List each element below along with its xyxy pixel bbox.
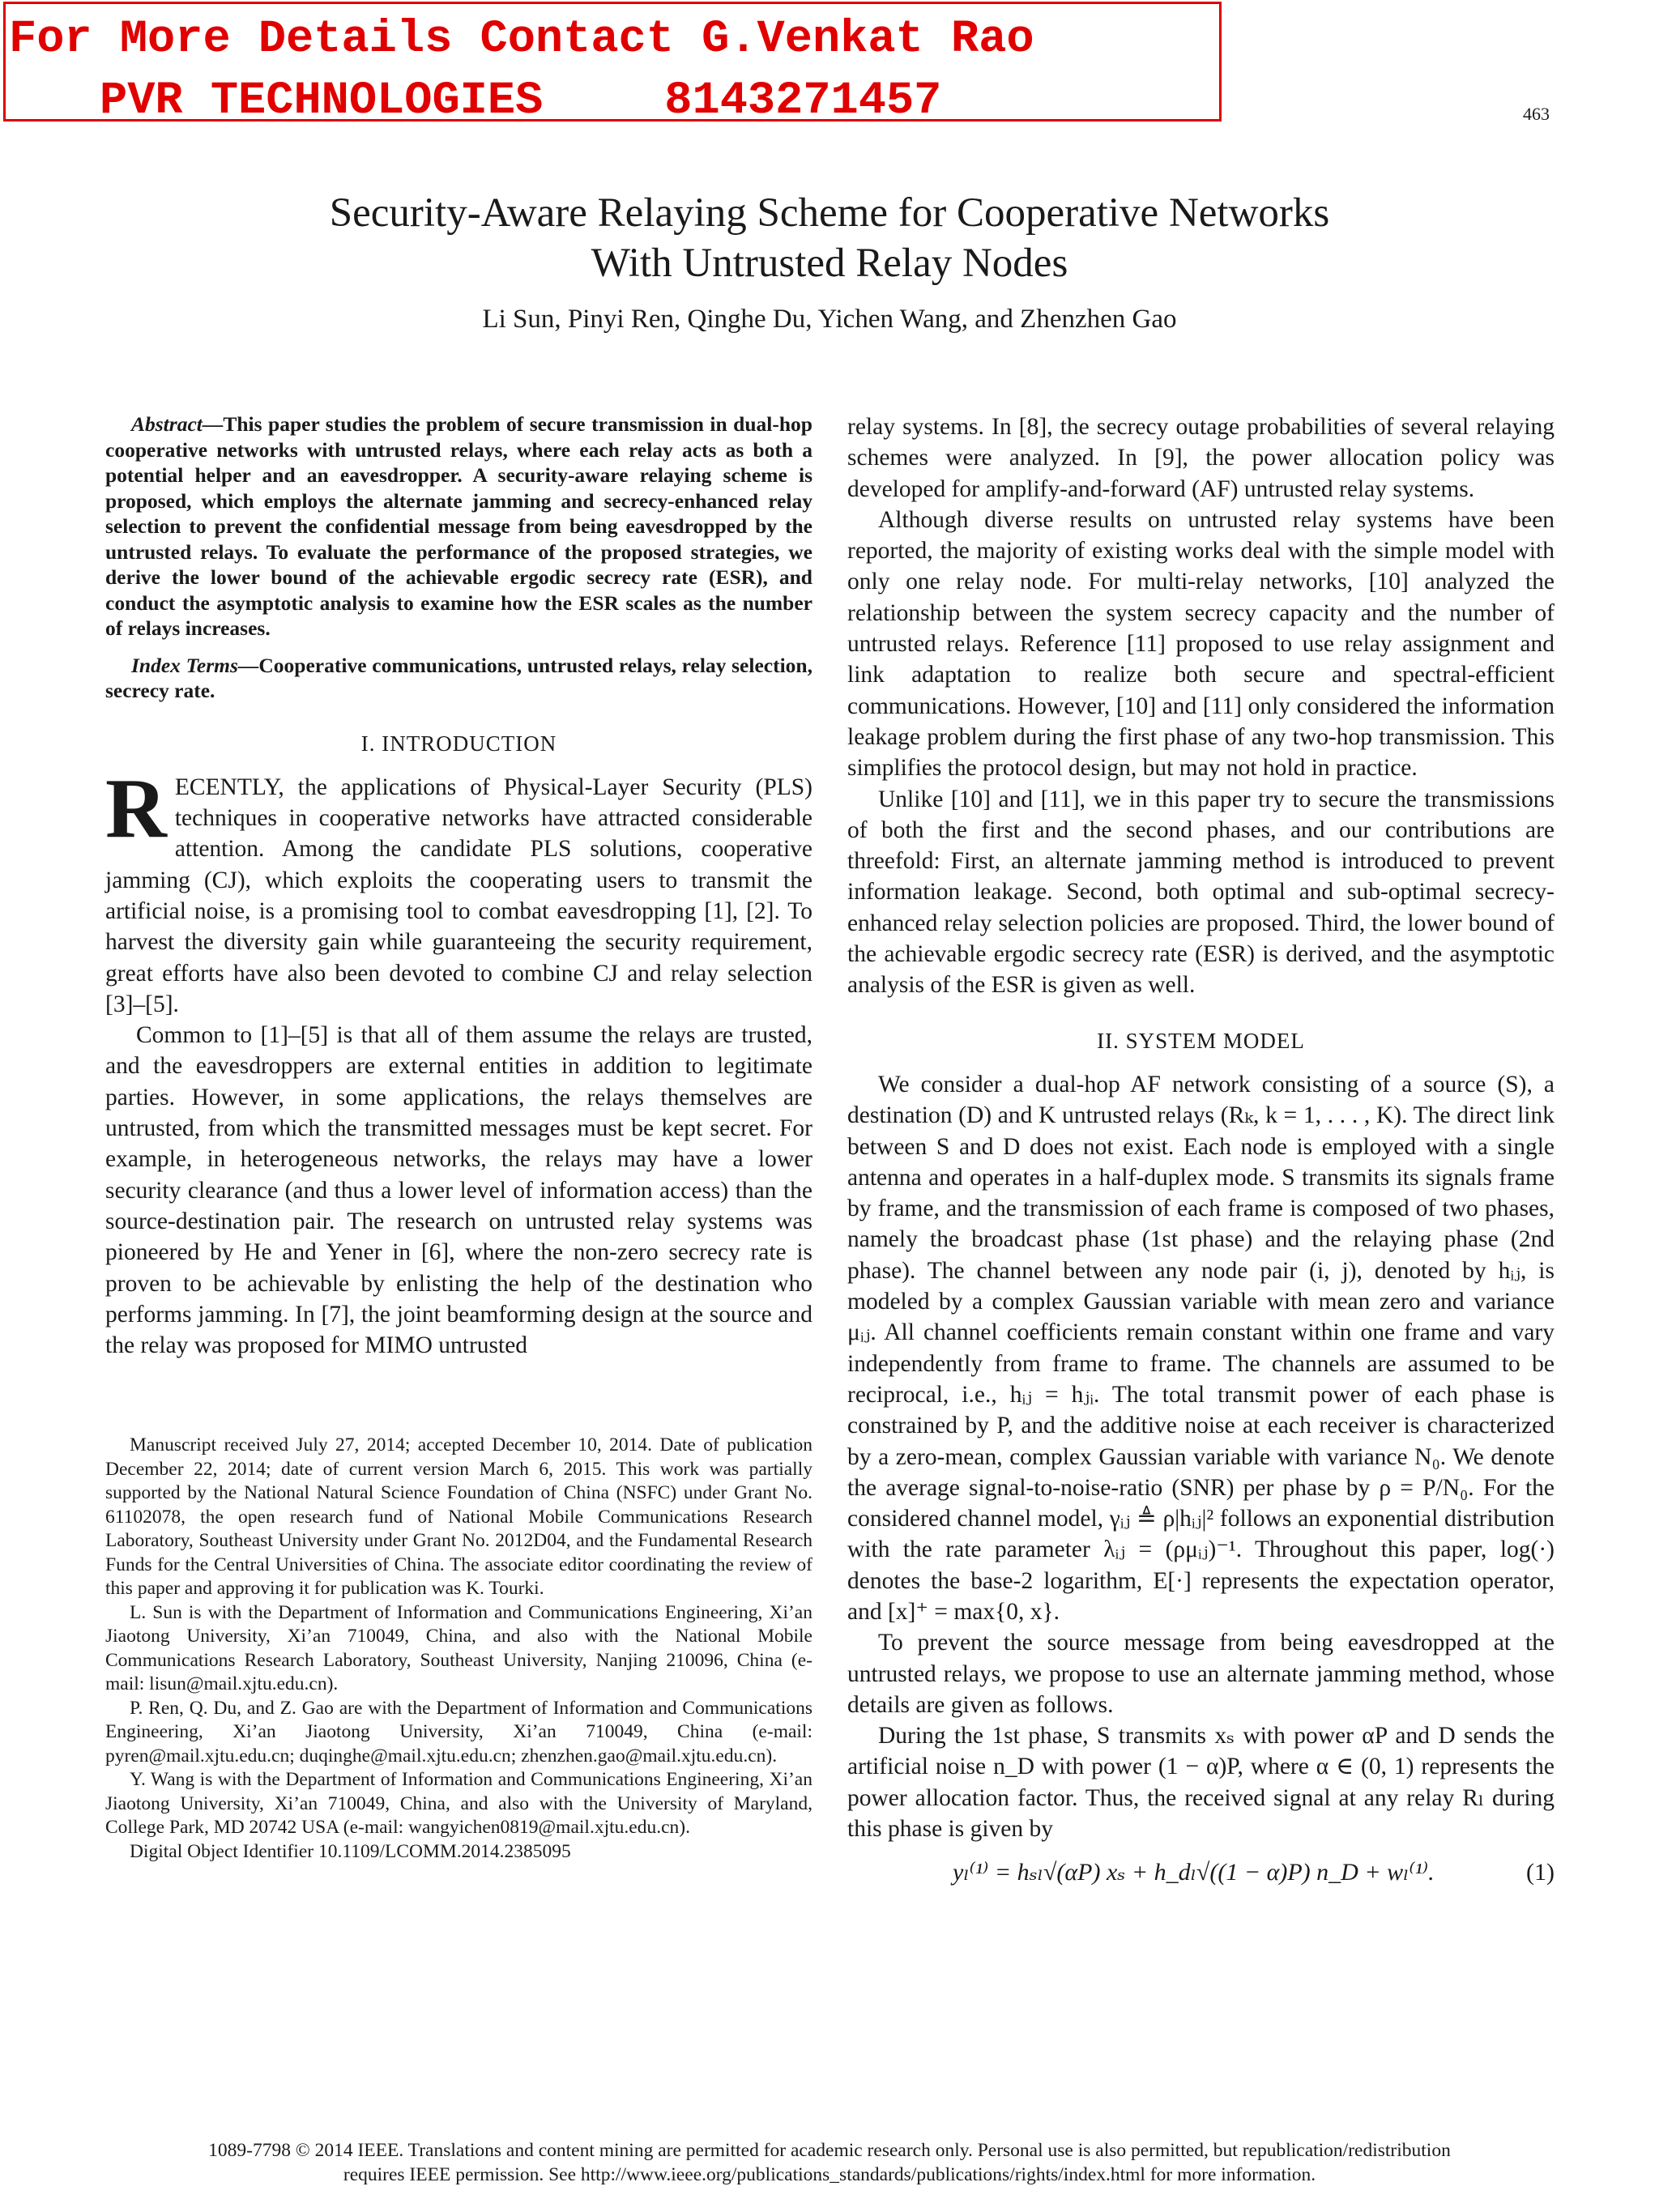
- paper-authors: Li Sun, Pinyi Ren, Qinghe Du, Yichen Wang, and Zhenzhen Gao: [482, 305, 1177, 334]
- drop-cap: R: [105, 760, 167, 855]
- footnote-authors-ren-du-gao: P. Ren, Q. Du, and Z. Gao are with the Department of Information and Communications Engineering, Xi’an Jiaotong University, Xi’an 710049, China (e-mail: pyren@mail.xjtu.edu.cn; duqinghe@mail.xjtu.edu.cn; zhenzhen.gao@mail.xjtu.edu.cn).: [105, 1697, 812, 1767]
- left-column: [105, 411, 812, 1864]
- intro-paragraph-4: Although diverse results on untrusted relay systems have been reported, the majority of existing works deal with the simple model with only one relay node. For multi-relay networks, [10] analyzed the relationship between the system secrecy capacity and the number of untrusted relays. Reference [11] proposed to use relay assignment and link adaptation to realize both secure and spectral-efficient communications. However, [10] and [11] only considered the information leakage problem during the first phase of any two-hop transmission. This simplifies the protocol design, but may not hold in practice.: [847, 506, 1555, 782]
- footnote-doi: Digital Object Identifier 10.1109/LCOMM.2014.2385095: [130, 1840, 571, 1862]
- banner-contact-line: For More Details Contact G.Venkat Rao: [9, 14, 1034, 66]
- section-heading-introduction: I. INTRODUCTION: [360, 731, 557, 756]
- footnote-gap: [105, 1361, 812, 1434]
- section-heading-system-model: II. SYSTEM MODEL: [1097, 1028, 1305, 1053]
- system-model-paragraph-1: We consider a dual-hop AF network consisting of a source (S), a destination (D) and K untrusted relays (Rₖ, k = 1, . . . , K). The direct link between S and D does not exist. Each node is employed with a single antenna and operates in a half-duplex mode. S transmits its signals frame by frame, and the transmission of each frame is composed of two phases, namely the broadcast phase (1st phase) and the relaying phase (2nd phase). The channel between any node pair (i, j), denoted by hᵢⱼ, is modeled by a complex Gaussian variable with mean zero and variance μᵢⱼ. All channel coefficients remain constant within one frame and vary independently from frame to frame. The channels are assumed to be reciprocal, i.e., hᵢⱼ = hⱼᵢ. The total transmit power of each phase is constrained by P, and the additive noise at each receiver is characterized by a zero-mean, complex Gaussian variable with variance N₀. We denote the average signal-to-noise-ratio (SNR) per phase by ρ = P/N₀. For the considered channel model, γᵢⱼ ≜ ρ|hᵢⱼ|² follows an exponential distribution with the rate parameter λᵢⱼ = (ρμᵢⱼ)⁻¹. Throughout this paper, log(·) denotes the base-2 logarithm, E[·] represents the expectation operator, and [x]⁺ = max{0, x}.: [847, 1071, 1555, 1625]
- equation-1-body: yₗ⁽¹⁾ = hₛₗ√(αP) xₛ + h_dₗ√((1 − α)P) n_D + wₗ⁽¹⁾.: [953, 1859, 1435, 1886]
- footnote-author-sun: L. Sun is with the Department of Information and Communications Engineering, Xi’an Jiaotong University, Xi’an 710049, China, and also with the National Mobile Communications Research Laboratory, Southeast University, Nanjing 210096, China (e-mail: lisun@mail.xjtu.edu.cn).: [105, 1601, 812, 1695]
- paper-title-line-2: With Untrusted Relay Nodes: [591, 241, 1068, 286]
- system-model-paragraph-3: During the 1st phase, S transmits xₛ with power αP and D sends the artificial noise n_D with power (1 − α)P, where α ∈ (0, 1) represents the power allocation factor. Thus, the received signal at any relay Rₗ during this phase is given by: [847, 1723, 1555, 1843]
- page-number: 463: [1523, 104, 1550, 124]
- footnote-manuscript: Manuscript received July 27, 2014; accepted December 10, 2014. Date of publication December 22, 2014; date of current version March 6, 2015. This work was partially supported by the National Natural Science Foundation of China (NSFC) under Grant No. 61102078, the open research fund of National Mobile Communications Research Laboratory, Southeast University under Grant No. 2012D04, and the Fundamental Research Funds for the Central Universities of China. The associate editor coordinating the review of this paper and approving it for publication was K. Tourki.: [105, 1434, 812, 1600]
- abstract: [105, 411, 812, 641]
- intro-paragraph-1-text: ECENTLY, the applications of Physical-Layer Security (PLS) techniques in cooperative networks have attracted considerable attention. Among the candidate PLS solutions, cooperative jamming (CJ), which exploits the cooperating users to transmit the artificial noise, is a promising tool to combat eavesdropping [1], [2]. To harvest the diversity gain while guaranteeing the security requirement, great efforts have also been devoted to combine CJ and relay selection [3]–[5].: [105, 774, 812, 1017]
- banner-phone-number: 8143271457: [664, 75, 942, 127]
- banner-company-line: [100, 72, 941, 130]
- equation-1-number: (1): [1526, 1859, 1555, 1886]
- index-terms-text: Cooperative communications, untrusted relays, relay selection, secrecy rate.: [105, 653, 812, 702]
- intro-paragraph-5: Unlike [10] and [11], we in this paper try to secure the transmissions of both the first and the second phases, and our contributions are threefold: First, an alternate jamming method is introduced to prevent information leakage. Second, both optimal and sub-optimal secrecy-enhanced relay selection policies are proposed. Third, the lower bound of the achievable ergodic secrecy rate (ESR) is derived, and the asymptotic analysis of the ESR is given as well.: [847, 786, 1555, 999]
- index-terms: [105, 653, 812, 704]
- system-model-paragraph-2: To prevent the source message from being eavesdropped at the untrusted relays, we propose to use an alternate jamming method, whose details are given as follows.: [847, 1630, 1555, 1718]
- abstract-text: This paper studies the problem of secure transmission in dual-hop cooperative networks with untrusted relays, where each relay acts as both a potential helper and an eavesdropper. A security-aware relaying scheme is proposed, which employs the alternate jamming and secrecy-enhanced relay selection to prevent the confidential message from being eavesdropped by the untrusted relays. To evaluate the performance of the proposed strategies, we derive the lower bound of the achievable ergodic secrecy rate (ESR), and conduct the asymptotic analysis to examine how the ESR scales as the number of relays increases.: [105, 412, 812, 640]
- paper-title: [0, 188, 1659, 288]
- index-terms-label: Index Terms—: [131, 653, 259, 677]
- copyright-footer: [0, 2138, 1659, 2187]
- intro-paragraph-1: [105, 760, 812, 1020]
- intro-paragraph-3: relay systems. In [8], the secrecy outage probabilities of several relaying schemes were analyzed. In [9], the power allocation policy was developed for amplify-and-forward (AF) untrusted relay systems.: [847, 414, 1555, 502]
- contact-banner: [3, 2, 1222, 127]
- footer-line-2: requires IEEE permission. See http://www.ieee.org/publications_standards/publications/rights/index.html for more information.: [343, 2164, 1316, 2185]
- equation-1: [847, 1849, 1555, 1898]
- abstract-label: Abstract—: [131, 412, 224, 436]
- footer-line-1: 1089-7798 © 2014 IEEE. Translations and content mining are permitted for academic research only. Personal use is also permitted, but republication/redistribution: [208, 2140, 1451, 2161]
- intro-paragraph-2: Common to [1]–[5] is that all of them assume the relays are trusted, and the eavesdroppers are external entities in addition to legitimate parties. However, in some applications, the relays themselves are untrusted, from which the transmitted messages must be kept secret. For example, in heterogeneous networks, the relays may have a lower security clearance (and thus a lower level of information access) than the source-destination pair. The research on untrusted relay systems was pioneered by He and Yener in [6], where the non-zero secrecy rate is proven to be achievable by enlisting the help of the destination who performs jamming. In [7], the joint beamforming design at the source and the relay was proposed for MIMO untrusted: [105, 1022, 812, 1359]
- paper-title-line-1: Security-Aware Relaying Scheme for Cooperative Networks: [329, 190, 1330, 236]
- footnote-author-wang: Y. Wang is with the Department of Information and Communications Engineering, Xi’an Jiaotong University, Xi’an 710049, China, and also with the University of Maryland, College Park, MD 20742 USA (e-mail: wangyichen0819@mail.xjtu.edu.cn).: [105, 1769, 812, 1839]
- right-column: [847, 411, 1555, 1898]
- banner-company-name: PVR TECHNOLOGIES: [100, 75, 544, 127]
